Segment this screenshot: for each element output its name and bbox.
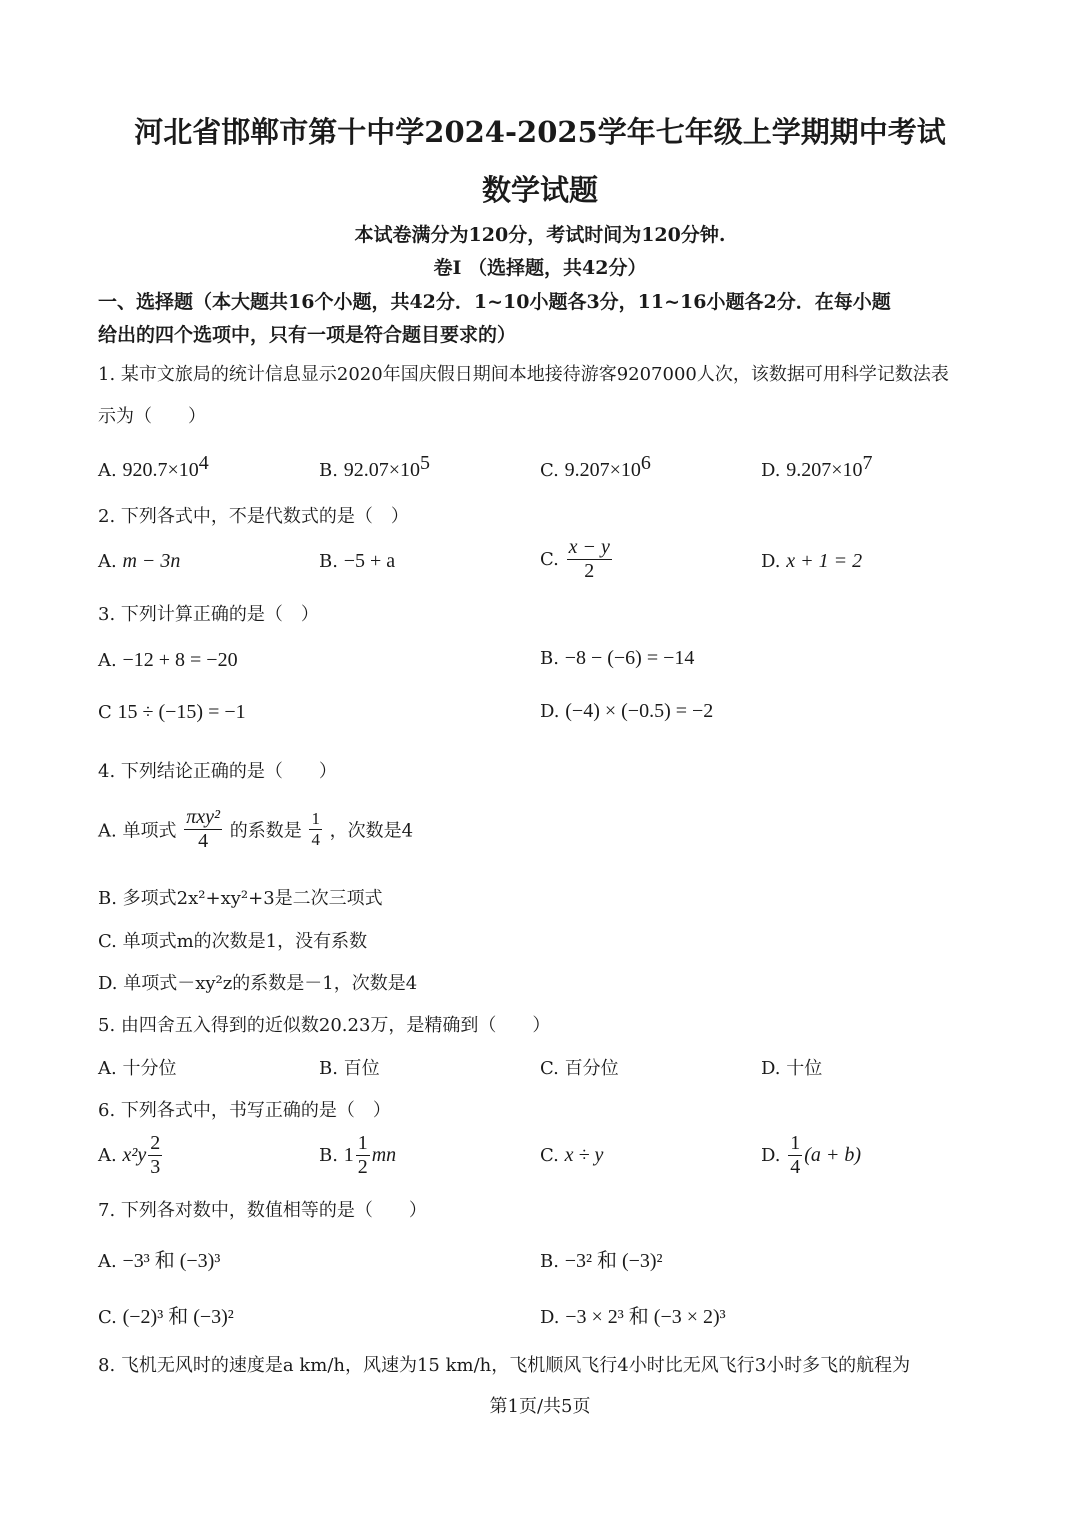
- q4-option-a-denominator: 4: [198, 830, 209, 852]
- q6-option-a-denominator: 3: [150, 1156, 161, 1178]
- q7-option-a-expr: −3³ 和 (−3)³: [122, 1250, 221, 1272]
- subject-title: 数学试题: [481, 173, 598, 207]
- q4-option-c: C. 单项式m的次数是1，没有系数: [98, 931, 368, 952]
- q4-option-a-coef-numerator: 1: [311, 809, 320, 829]
- q4-stem: 4. 下列结论正确的是（ ）: [98, 761, 337, 782]
- q2-option-a: [98, 550, 180, 573]
- q1-option-c: [540, 452, 651, 482]
- q6-option-a: [98, 1132, 164, 1179]
- q1-option-a: [98, 452, 209, 482]
- q7-option-c: [98, 1300, 234, 1329]
- q6-option-b-suffix: mn: [371, 1144, 397, 1166]
- q2-option-d: [761, 550, 862, 573]
- q6-option-c-expr: x ÷ y: [564, 1144, 604, 1166]
- q3-option-c-label: C: [98, 702, 112, 723]
- q1-option-b-mantissa: 92.07×10: [343, 459, 420, 481]
- q2-stem: 2. 下列各式中，不是代数式的是（ ）: [98, 506, 409, 527]
- q4-option-d: D. 单项式－xy²z的系数是－1，次数是4: [98, 973, 418, 994]
- exam-note: 本试卷满分为120分，考试时间为120分钟.: [354, 224, 726, 246]
- q3-option-b: [540, 647, 694, 670]
- q6-option-b-label: B.: [319, 1145, 338, 1166]
- q4-option-a-coef-denominator: 4: [311, 830, 320, 849]
- q6-option-d: [761, 1132, 861, 1179]
- q6-option-b-whole: 1: [343, 1144, 354, 1166]
- q6-option-d-suffix: (a + b): [804, 1144, 862, 1166]
- q7-stem: 7. 下列各对数中，数值相等的是（ ）: [98, 1200, 427, 1221]
- q7-option-b: [540, 1244, 663, 1273]
- q1-option-c-mantissa: 9.207×10: [564, 459, 641, 481]
- q5-option-d: D. 十位: [761, 1058, 823, 1079]
- q6-option-a-fraction: [148, 1132, 162, 1179]
- q6-option-b: [319, 1132, 396, 1179]
- q2-option-c-numerator: x − y: [568, 536, 610, 558]
- q1-option-a-label: A.: [98, 460, 117, 481]
- q1-option-d: [761, 452, 873, 482]
- q5-option-b: B. 百位: [319, 1058, 380, 1079]
- q3-stem: 3. 下列计算正确的是（ ）: [98, 604, 319, 625]
- q2-option-c-fraction: [567, 536, 612, 583]
- q6-option-a-label: A.: [98, 1145, 117, 1166]
- q4-option-a-coefficient: [309, 809, 322, 849]
- q2-option-d-expr: x + 1 = 2: [786, 550, 863, 572]
- q6-option-d-label: D.: [761, 1145, 781, 1166]
- q2-option-b-label: B.: [319, 551, 338, 572]
- q2-option-c-denominator: 2: [584, 560, 595, 582]
- q1-option-d-exp: 7: [862, 452, 873, 474]
- section-instructions-line2: 给出的四个选项中，只有一项是符合题目要求的）: [98, 324, 517, 346]
- q1-option-d-label: D.: [761, 460, 781, 481]
- q5-option-a: A. 十分位: [98, 1058, 177, 1079]
- q6-option-c: [540, 1144, 603, 1167]
- q7-option-b-expr: −3² 和 (−3)²: [564, 1250, 663, 1272]
- exam-title: 河北省邯郸市第十中学2024-2025学年七年级上学期期中考试: [134, 115, 946, 149]
- q6-option-b-fraction: [356, 1132, 370, 1179]
- q2-option-a-expr: m − 3n: [122, 550, 181, 572]
- section-instructions-line1: 一、选择题（本大题共16个小题，共42分．1~10小题各3分，11~16小题各2分．在每小题: [98, 291, 891, 313]
- q6-stem: 6. 下列各式中，书写正确的是（ ）: [98, 1100, 391, 1121]
- q4-option-a-suffix: ，次数是4: [329, 820, 414, 842]
- q4-option-b: B. 多项式2x²+xy²+3是二次三项式: [98, 888, 383, 909]
- q2-option-d-label: D.: [761, 551, 781, 572]
- q3-option-c: [98, 701, 246, 724]
- q7-option-d-label: D.: [540, 1307, 560, 1328]
- part-title: 卷Ⅰ （选择题，共42分）: [433, 257, 647, 279]
- q5-option-c: C. 百分位: [540, 1058, 619, 1079]
- q6-option-a-numerator: 2: [150, 1132, 161, 1154]
- q6-option-d-fraction: [788, 1132, 802, 1179]
- q1-stem-line2: 示为（ ）: [98, 406, 206, 427]
- q6-option-c-label: C.: [540, 1145, 559, 1166]
- q7-option-c-label: C.: [98, 1307, 117, 1328]
- q7-option-a-label: A.: [98, 1251, 117, 1272]
- q2-option-b: [319, 550, 395, 573]
- q7-option-a: [98, 1244, 220, 1273]
- q3-option-d: [540, 700, 713, 723]
- q3-option-b-expr: −8 − (−6) = −14: [564, 647, 695, 669]
- q7-option-d: [540, 1300, 726, 1329]
- q2-option-a-label: A.: [98, 551, 117, 572]
- q3-option-b-label: B.: [540, 648, 559, 669]
- q6-option-b-numerator: 1: [357, 1132, 368, 1154]
- q1-option-c-label: C.: [540, 460, 559, 481]
- q8-stem: 8. 飞机无风时的速度是a km/h，风速为15 km/h，飞机顺风飞行4小时比无风飞行3小时多飞的航程为: [98, 1355, 911, 1376]
- q1-option-d-mantissa: 9.207×10: [786, 459, 863, 481]
- q3-option-c-expr: 15 ÷ (−15) = −1: [117, 701, 246, 723]
- page-number: 第1页/共5页: [489, 1396, 591, 1417]
- q7-option-c-expr: (−2)³ 和 (−3)²: [122, 1306, 234, 1328]
- q1-option-a-exp: 4: [198, 452, 209, 474]
- q4-option-a-mid: 的系数是: [229, 820, 302, 842]
- q6-option-a-prefix: x²y: [122, 1144, 147, 1166]
- q3-option-d-expr: (−4) × (−0.5) = −2: [565, 700, 714, 722]
- q1-option-b-exp: 5: [419, 452, 430, 474]
- q4-option-a: [98, 806, 413, 853]
- q1-stem-line1: 1. 某市文旅局的统计信息显示2020年国庆假日期间本地接待游客9207000人次，该数据可用科学记数法表: [98, 364, 949, 385]
- q2-option-b-expr: −5 + a: [343, 550, 396, 572]
- q1-option-b: [319, 452, 430, 482]
- q6-option-b-denominator: 2: [357, 1156, 368, 1178]
- q3-option-d-label: D.: [540, 701, 560, 722]
- q3-option-a-label: A.: [98, 650, 117, 671]
- q7-option-b-label: B.: [540, 1251, 559, 1272]
- q6-option-d-denominator: 4: [790, 1156, 801, 1178]
- q3-option-a-expr: −12 + 8 = −20: [122, 649, 238, 671]
- q7-option-d-expr: −3 × 2³ 和 (−3 × 2)³: [565, 1306, 726, 1328]
- q1-option-c-exp: 6: [640, 452, 651, 474]
- q4-option-a-prefix: A. 单项式: [98, 820, 177, 842]
- q2-option-c-label: C.: [540, 549, 559, 570]
- q5-stem: 5. 由四舍五入得到的近似数20.23万，是精确到（ ）: [98, 1015, 551, 1036]
- q3-option-a: [98, 649, 238, 672]
- q1-option-b-label: B.: [319, 460, 338, 481]
- q1-option-a-mantissa: 920.7×10: [122, 459, 199, 481]
- q2-option-c: [540, 536, 614, 583]
- q4-option-a-numerator: πxy²: [186, 806, 220, 828]
- q6-option-d-numerator: 1: [790, 1132, 801, 1154]
- q4-option-a-monomial: [184, 806, 222, 853]
